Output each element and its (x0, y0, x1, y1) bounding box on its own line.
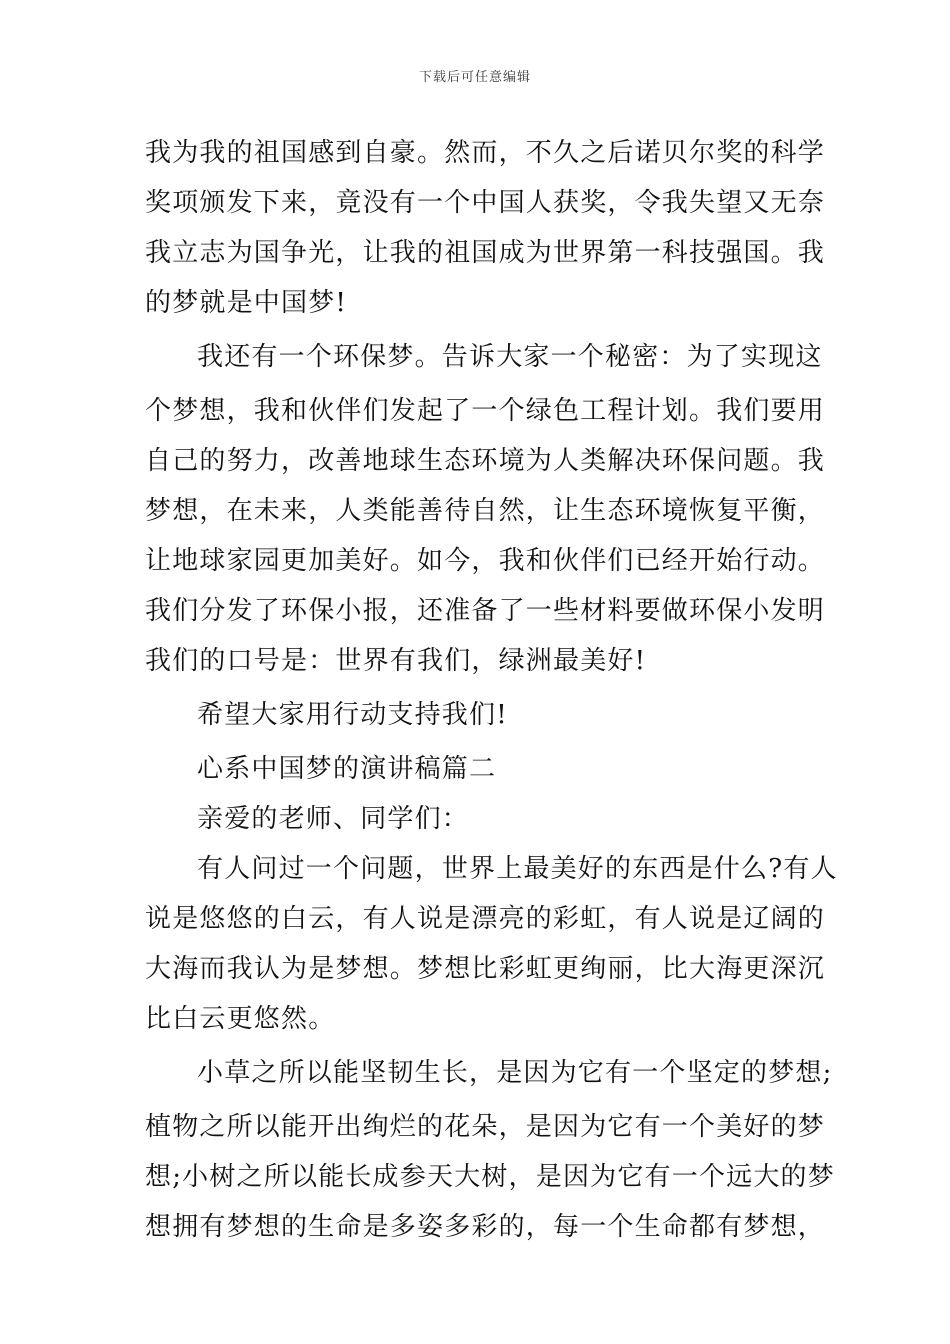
text-line: 我立志为国争光，让我的祖国成为世界第一科技强国。我 (145, 238, 826, 268)
text-line: 我们分发了环保小报，还准备了一些材料要做环保小发明 (145, 596, 826, 626)
salutation: 亲爱的老师、同学们： (197, 804, 470, 834)
paragraph-start-line: 有人问过一个问题，世界上最美好的东西是什么?有人 (197, 854, 838, 884)
section-title: 心系中国梦的演讲稿篇二 (197, 754, 497, 784)
document-body (145, 128, 838, 1252)
text-line: 梦想，在未来，人类能善待自然，让生态环境恢复平衡， (145, 496, 826, 526)
text-line: 个梦想，我和伙伴们发起了一个绿色工程计划。我们要用 (145, 396, 826, 426)
paragraph-start-line: 我还有一个环保梦。告诉大家一个秘密：为了实现这 (197, 342, 823, 372)
text-line: 自己的努力，改善地球生态环境为人类解决环保问题。我 (145, 446, 826, 476)
text-line: 大海而我认为是梦想。梦想比彩虹更绚丽，比大海更深沉 (145, 954, 826, 984)
text-line: 植物之所以能开出绚烂的花朵，是因为它有一个美好的梦 (145, 1112, 826, 1142)
text-line: 想;小树之所以能长成参天大树，是因为它有一个远大的梦 (145, 1162, 835, 1192)
text-line: 我们的口号是：世界有我们，绿洲最美好! (145, 646, 647, 676)
paragraph-start-line: 小草之所以能坚韧生长，是因为它有一个坚定的梦想; (197, 1058, 833, 1088)
page-header-note: 下载后可任意编辑 (418, 70, 531, 85)
text-line: 的梦就是中国梦! (145, 288, 348, 318)
text-line: 让地球家园更加美好。如今，我和伙伴们已经开始行动。 (145, 546, 826, 576)
text-line: 想拥有梦想的生命是多姿多彩的，每一个生命都有梦想， (145, 1212, 826, 1242)
paragraph-start-line: 希望大家用行动支持我们! (197, 700, 508, 730)
text-line: 奖项颁发下来，竟没有一个中国人获奖，令我失望又无奈 (145, 188, 826, 218)
text-line: 比白云更悠然。 (145, 1004, 336, 1034)
text-line: 说是悠悠的白云，有人说是漂亮的彩虹，有人说是辽阔的 (145, 904, 826, 934)
text-line: 我为我的祖国感到自豪。然而，不久之后诺贝尔奖的科学 (145, 138, 826, 168)
